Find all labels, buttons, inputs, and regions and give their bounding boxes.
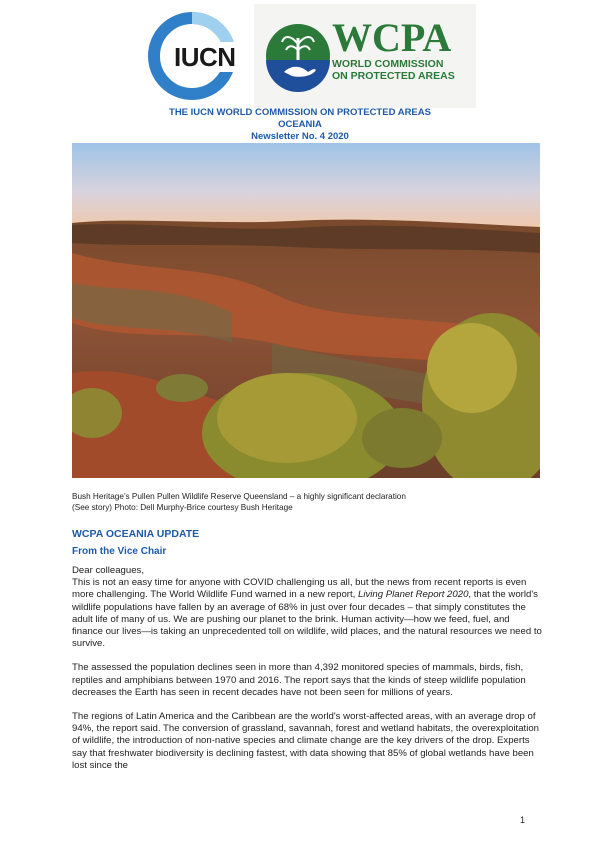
page-number: 1 (520, 815, 526, 825)
header-issue: Newsletter No. 4 2020 (251, 131, 349, 142)
section-title: WCPA OCEANIA UPDATE (72, 528, 200, 540)
header-title: THE IUCN WORLD COMMISSION ON PROTECTED AREAS (169, 107, 431, 118)
paragraph-2: The assessed the population declines seen in more than 4,392 monitored species of mammals, birds, fish, reptiles and amphibians between 1970 and 2016. The report says that the kinds of steep wildlife population decreases the Earth has seen in recent decades have not been seen for millions of years. (72, 662, 526, 698)
paragraph-3: The regions of Latin America and the Caribbean are the world's worst-affected areas, with an average drop of 94%, the report said. The conversion of grassland, savannah, forest and wetland habitats, the overexploitation of wildlife, the introduction of non-native species and climate change are the key drivers of the drop. Experts say that freshwater biodiversity is declining fastest, with data showing that 85% of global wetlands have been lost since the (72, 711, 540, 771)
paragraph-1-end: , that the world's wildlife populations have fallen by an average of 68% in just over four decades – that simply constitutes the adult life of many of us. We are pushing our planet to the brink. Human activity—how we feed, fuel, and finance our lives—is taking an unprecedented toll on wildlife, wild places, and the natural resources we need to survive. (72, 589, 542, 650)
landscape-photo (72, 143, 540, 478)
logo-banner (140, 4, 476, 108)
photo-caption (72, 491, 542, 513)
article-body (72, 565, 542, 784)
report-title: Living Planet Report 2020 (358, 589, 469, 601)
caption-line1: Bush Heritage’s Pullen Pullen Wildlife Reserve Queensland – a highly significant declaration (72, 492, 406, 501)
wcpa-logo (254, 4, 476, 108)
iucn-logo (140, 4, 250, 108)
greeting: Dear colleagues, (72, 565, 144, 576)
paragraph-1-start: This is not an easy time for anyone with COVID challenging us all, but the news from recent reports is even more challenging. The World Wildlife Fund warned in a new report, (72, 577, 527, 601)
section-subtitle: From the Vice Chair (72, 546, 167, 557)
caption-line2: (See story) Photo: Dell Murphy-Brice courtesy Bush Heritage (72, 503, 293, 512)
wcpa-name-line2: ON PROTECTED AREAS (332, 70, 455, 82)
wcpa-name-line1: WORLD COMMISSION (332, 58, 444, 70)
wcpa-logo-text (332, 15, 455, 82)
newsletter-header (0, 107, 600, 143)
paragraph-1 (72, 577, 542, 650)
wcpa-tree-whale-icon (262, 20, 334, 92)
outback-landscape-image (72, 143, 540, 478)
wcpa-acronym: WCPA (332, 15, 452, 60)
header-region: OCEANIA (278, 119, 322, 130)
iucn-logo-text: IUCN (174, 42, 236, 72)
